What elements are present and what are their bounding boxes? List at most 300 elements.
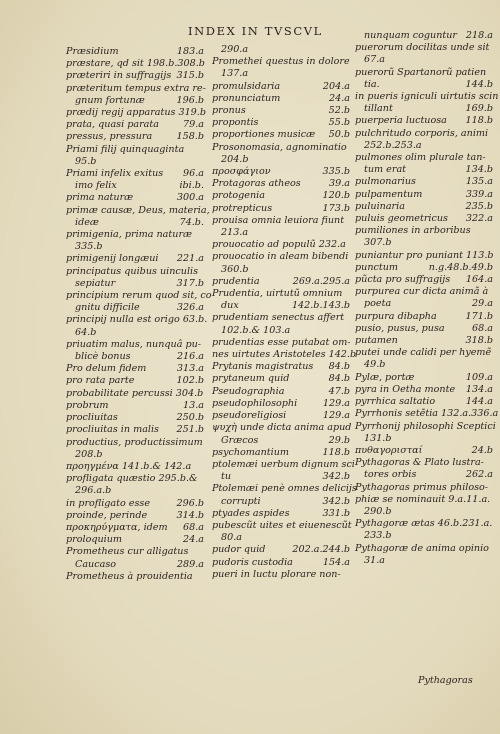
index-term: Promethei questus in dolore — [212, 56, 350, 68]
index-entry — [212, 300, 350, 312]
index-entry — [355, 103, 493, 115]
index-term: πυθαγορισταί — [355, 444, 423, 456]
index-term: procliuitas — [66, 412, 118, 424]
index-term: tu — [221, 471, 232, 483]
index-entry — [355, 237, 493, 249]
index-term: prudentias esse putabat om- — [212, 336, 351, 348]
index-term: Prudentia, uirtutũ omnium — [212, 288, 343, 300]
running-header: INDEX IN TVSCVL — [188, 24, 323, 38]
index-term: pulpamentum — [355, 188, 423, 200]
index-entry — [355, 164, 493, 176]
index-entry — [212, 190, 350, 202]
index-entry — [355, 79, 493, 91]
index-term: 290.a — [221, 44, 249, 55]
index-entry — [66, 375, 204, 387]
index-entry — [355, 128, 493, 140]
index-term: Pythagoræ de anima opinio — [355, 542, 489, 554]
index-entry — [212, 129, 350, 141]
index-term: Pythagoras & Plato lustra- — [355, 457, 484, 469]
index-page-ref: 164.a — [465, 274, 493, 286]
index-entry — [66, 534, 204, 546]
index-page-ref: 322.a — [465, 213, 493, 225]
index-entry — [355, 42, 493, 54]
index-entry — [355, 420, 496, 433]
index-entry — [212, 361, 350, 373]
index-entry — [66, 217, 204, 229]
index-page-ref: 135.a — [465, 176, 493, 188]
index-page-ref: 118.b — [322, 446, 350, 458]
index-term: puluinaria — [355, 200, 405, 212]
index-page-ref: 300.a — [176, 192, 204, 204]
index-entry — [355, 201, 493, 213]
index-term: principij nulla est origo 63.b. — [66, 314, 208, 326]
index-page-ref: 339.a — [465, 188, 493, 200]
index-term: Ptolemæi penè omnes delicijs — [212, 483, 357, 495]
index-entry — [212, 142, 350, 154]
index-entry — [212, 532, 350, 544]
index-page-ref: 39.a — [329, 178, 350, 190]
index-entry — [355, 311, 493, 323]
index-term: corrupti — [221, 495, 261, 507]
index-entry — [355, 152, 493, 164]
index-term: pulchritudo corporis, animi — [355, 127, 489, 139]
index-entry — [66, 180, 204, 192]
index-term: 204.b — [221, 153, 249, 165]
index-entry — [212, 93, 350, 105]
index-entry — [355, 140, 493, 152]
index-entry — [212, 458, 355, 471]
index-page-ref: 183.a — [176, 46, 204, 57]
index-entry — [355, 274, 493, 286]
index-term: phiæ se nominauit 9.a.11.a. — [355, 493, 491, 505]
index-entry — [66, 290, 212, 302]
index-term: προηγμένα 141.b.& 142.a — [66, 460, 192, 472]
index-term: promulsidaria — [212, 80, 281, 92]
index-page-ref: 29.b — [328, 434, 350, 446]
index-term: gnitu difficile — [75, 302, 140, 314]
index-term: pseudophilosophi — [212, 397, 298, 409]
index-page-ref: 13.a — [183, 399, 204, 411]
index-page-ref: 196.b — [176, 94, 204, 106]
index-term: præteriri in suffragijs — [66, 70, 172, 82]
index-term: puniantur pro puniant 113.b — [355, 249, 494, 261]
index-page-ref: 171.b — [465, 310, 493, 322]
index-page-ref: 331.b — [322, 507, 350, 519]
index-term: Pyrrhonij philosophi Sceptici — [355, 420, 496, 432]
index-term: pressus, pressura — [66, 131, 153, 143]
index-term: gnum fortunæ — [75, 94, 145, 106]
index-entry — [66, 363, 204, 375]
index-term: 95.b — [75, 155, 97, 167]
index-entry — [212, 544, 350, 556]
index-entry — [66, 144, 204, 156]
index-term: purpurea cur dicta animã à — [355, 286, 489, 298]
index-entry — [212, 56, 350, 68]
index-term: putamen — [355, 335, 398, 347]
index-entry — [212, 471, 350, 483]
index-entry — [212, 435, 350, 447]
index-page-ref: 313.a — [176, 363, 204, 375]
index-term: pyrrhica saltatio — [355, 396, 436, 408]
index-page-ref: 129.a — [322, 397, 350, 409]
index-term: 360.b — [221, 263, 249, 275]
index-entry — [66, 388, 204, 400]
index-page-ref: 50.b — [328, 129, 350, 141]
index-page-ref: 79.a — [183, 119, 204, 131]
index-term: pudoris custodia — [212, 556, 293, 568]
index-term: in pueris igniculi uirtutis scin — [355, 91, 499, 103]
index-entry — [66, 192, 204, 204]
index-entry — [212, 325, 350, 337]
index-term: pueri in luctu plorare non- — [212, 568, 341, 580]
index-entry — [355, 323, 493, 335]
index-page-ref: 102.b — [176, 375, 204, 387]
index-page-ref: 24.b — [471, 444, 493, 456]
index-term: 137.a — [221, 68, 249, 80]
index-entry — [66, 461, 204, 473]
index-term: Pythagoræ ætas 46.b.231.a. — [355, 518, 493, 530]
index-page-ref: 326.a — [176, 302, 204, 314]
index-entry — [355, 286, 493, 298]
index-term: tum erat — [364, 164, 407, 176]
index-entry — [212, 117, 350, 129]
index-entry — [212, 239, 350, 251]
index-entry — [355, 91, 499, 103]
index-term: prima naturæ — [66, 192, 134, 204]
index-entry — [355, 469, 493, 481]
index-entry — [66, 241, 204, 253]
index-column-middle — [212, 44, 357, 581]
index-entry — [212, 496, 350, 508]
index-entry — [355, 518, 493, 530]
index-entry — [66, 571, 204, 583]
index-term: principatus quibus uinculis — [66, 265, 199, 277]
index-term: Priami infelix exitus — [66, 168, 164, 180]
index-term: psychomantium — [212, 446, 290, 458]
index-entry — [355, 262, 493, 274]
index-term: nunquam coguntur — [364, 30, 457, 41]
index-entry — [66, 546, 204, 558]
index-term: puluis geometricus — [355, 213, 448, 225]
index-entry — [212, 483, 357, 495]
index-term: 335.b — [75, 241, 103, 253]
index-entry — [212, 520, 350, 532]
index-entry — [66, 253, 204, 265]
index-term: proloquium — [66, 534, 123, 546]
index-term: 252.b.253.a — [364, 139, 422, 151]
index-term: blicè bonus — [75, 351, 131, 363]
index-term: propontis — [212, 117, 259, 129]
index-entry — [355, 555, 493, 567]
index-term: præteritum tempus extra re- — [66, 82, 206, 94]
index-term: ideæ — [75, 216, 99, 228]
index-term: 64.b — [75, 326, 97, 338]
index-entry — [355, 67, 493, 79]
index-term: Prometheus cur alligatus — [66, 546, 189, 558]
index-entry — [355, 506, 493, 518]
index-entry — [66, 119, 204, 131]
index-term: tores orbis — [364, 469, 417, 481]
index-column-left — [66, 46, 212, 583]
index-term: προκηρύγματα, idem — [66, 521, 168, 533]
index-term: probrum — [66, 399, 109, 411]
index-term: Pro delum fidem — [66, 363, 147, 375]
index-page-ref: 296.b — [176, 497, 204, 509]
index-entry — [66, 412, 204, 424]
index-entry — [212, 349, 357, 361]
index-entry — [66, 278, 204, 290]
index-entry — [212, 386, 350, 398]
index-entry — [212, 410, 350, 422]
index-entry — [66, 351, 204, 363]
index-entry — [212, 81, 350, 93]
index-entry — [66, 437, 204, 449]
index-term: prouisa omnia leuiora fiunt — [212, 214, 345, 226]
index-page-ref: 204.a — [322, 80, 350, 92]
index-term: protrepticus — [212, 202, 273, 214]
index-page-ref: 335.b — [322, 166, 350, 178]
index-entry — [66, 107, 204, 119]
index-page-ref: 68.a — [472, 322, 493, 334]
index-term: prouocatio ad populũ 232.a — [212, 239, 346, 251]
index-term: primigenij longæui — [66, 253, 159, 265]
index-entry — [355, 372, 493, 384]
index-entry — [212, 166, 350, 178]
index-term: dux — [221, 300, 239, 312]
index-term: puerorum docilitas unde sit — [355, 42, 490, 54]
index-entry — [212, 337, 350, 349]
index-entry — [355, 30, 493, 42]
index-term: pulmonarius — [355, 176, 416, 188]
index-page-ref: 319.b — [178, 107, 206, 119]
index-page-ref: 134.b — [465, 164, 493, 176]
index-term: Prosonomasia, agnominatio — [212, 141, 347, 153]
index-term: Prytanis magistratus — [212, 361, 314, 373]
index-page-ref: 173.b — [322, 202, 350, 214]
index-term: prytaneum quid — [212, 373, 290, 385]
index-page-ref: 216.a — [176, 351, 204, 363]
index-term: 208.b — [75, 448, 103, 460]
index-term: 102.b.& 103.a — [221, 324, 291, 336]
index-term: Pylæ, portæ — [355, 371, 415, 383]
index-page-ref: 142.b.143.b — [291, 300, 350, 312]
index-entry — [212, 154, 350, 166]
index-term: principium rerum quod sit, co — [66, 290, 212, 302]
index-term: procliuitas in malis — [66, 424, 159, 436]
index-term: Caucaso — [75, 558, 117, 570]
index-entry — [355, 396, 493, 408]
index-term: primæ causæ, Deus, materia, — [66, 204, 210, 216]
index-entry — [355, 213, 493, 225]
index-entry — [212, 569, 350, 581]
index-term: pro rata parte — [66, 375, 135, 387]
index-page-ref: 315.b — [176, 70, 204, 82]
index-entry — [212, 276, 350, 288]
index-entry — [66, 314, 208, 326]
index-term: 290.b — [364, 505, 392, 517]
index-entry — [66, 131, 204, 143]
index-page-ref: 154.a — [322, 556, 350, 568]
index-page-ref: 169.b — [465, 103, 493, 115]
index-entry — [212, 288, 350, 300]
index-term: tillant — [364, 103, 393, 115]
index-page-ref: 262.a — [465, 469, 493, 481]
index-term: pudor quid — [212, 544, 266, 556]
index-entry — [212, 251, 350, 263]
index-entry — [355, 543, 493, 555]
index-term: primigenia, prima naturæ — [66, 229, 193, 241]
index-term: 213.a — [221, 227, 249, 239]
index-term: puerorũ Spartanorũ patien — [355, 66, 487, 78]
index-page-ref: 52.b — [328, 105, 350, 117]
index-entry — [355, 457, 493, 469]
index-entry — [355, 359, 493, 371]
index-entry — [66, 58, 204, 70]
index-term: pusio, pusus, pusa — [355, 322, 445, 334]
index-page-ref: n.g.48.b.49.b — [428, 261, 493, 273]
index-page-ref: 24.a — [329, 92, 350, 104]
index-term: prudentia — [212, 275, 260, 287]
index-page-ref: 251.b — [176, 424, 204, 436]
index-term: προσφάγιον — [212, 166, 271, 178]
index-term: proinde, perinde — [66, 509, 148, 521]
index-entry — [66, 473, 204, 485]
index-page-ref: 96.a — [183, 168, 204, 180]
index-term: puerperia luctuosa — [355, 115, 447, 127]
index-entry — [66, 498, 204, 510]
index-term: pubescũt uites et eiuenescũt — [212, 519, 352, 531]
index-term: Præsidium — [66, 46, 119, 57]
index-page-ref: 129.a — [322, 410, 350, 422]
index-entry — [355, 335, 493, 347]
index-page-ref: 342.b — [322, 471, 350, 483]
index-entry — [212, 68, 350, 80]
index-entry — [66, 229, 204, 241]
index-term: tia. — [364, 78, 380, 90]
index-term: nes uirtutes Aristoteles 142.b — [212, 349, 357, 361]
index-entry — [66, 327, 204, 339]
index-page-ref: 317.b — [176, 277, 204, 289]
index-entry — [66, 302, 204, 314]
index-entry — [212, 312, 350, 324]
index-entry — [355, 298, 493, 310]
index-term: Pseudographia — [212, 385, 285, 397]
index-term: imo felix — [75, 180, 117, 192]
index-entry — [355, 189, 493, 201]
index-term: Priami filij quinquaginta — [66, 143, 185, 155]
index-term: pũcta pro suffragijs — [355, 274, 451, 286]
index-term: ptyades aspides — [212, 507, 290, 519]
index-page-ref: 109.a — [465, 371, 493, 383]
index-page-ref: 235.b — [465, 200, 493, 212]
index-entry — [66, 46, 204, 58]
index-term: 307.b — [364, 237, 392, 249]
index-entry — [212, 264, 350, 276]
index-term: pyra in Oetha monte — [355, 383, 456, 395]
index-term: probabilitate percussi 304.b — [66, 387, 204, 399]
index-term: 67.a — [364, 54, 385, 66]
index-term: præstare, qd sit 198.b.308.b — [66, 58, 205, 70]
index-term: purpura dibapha — [355, 310, 437, 322]
index-entry — [66, 95, 204, 107]
index-term: punctum — [355, 261, 399, 273]
index-page-ref: ibi.b. — [179, 180, 204, 192]
index-entry — [66, 70, 204, 82]
index-term: priuatim malus, nunquâ pu- — [66, 338, 202, 350]
index-entry — [66, 424, 204, 436]
index-term: prata, quasi parata — [66, 119, 159, 131]
index-entry — [212, 373, 350, 385]
index-entry — [355, 384, 493, 396]
catchword: Pythagoras — [418, 675, 473, 686]
index-entry — [66, 485, 204, 497]
index-entry — [212, 557, 350, 569]
index-term: 233.b — [364, 530, 392, 542]
index-entry — [355, 433, 493, 445]
index-entry — [355, 176, 493, 188]
index-term: ψυχὴ unde dicta anima apud — [212, 422, 352, 434]
index-page-ref: 342.b — [322, 495, 350, 507]
index-entry — [66, 266, 204, 278]
index-term: protogenia — [212, 190, 265, 202]
index-term: pseudoreligiosi — [212, 410, 287, 422]
index-page-ref: 158.b — [176, 131, 204, 143]
index-page-ref: 84.b — [328, 373, 350, 385]
index-entry — [212, 227, 350, 239]
index-term: Pyrrhonis setẽtia 132.a.336.a — [355, 408, 499, 420]
index-entry — [212, 447, 350, 459]
index-page-ref: 29.a — [472, 298, 493, 310]
index-entry — [212, 398, 350, 410]
index-term: pulmones olim plurale tan- — [355, 152, 486, 164]
index-page-ref: 84.b — [328, 361, 350, 373]
index-entry — [355, 494, 493, 506]
index-term: 296.a.b — [75, 485, 112, 497]
index-entry — [66, 83, 204, 95]
index-entry — [355, 225, 493, 237]
index-page-ref: 24.a — [183, 534, 204, 546]
index-term: in profligato esse — [66, 497, 151, 509]
index-term: Protagoras atheos — [212, 178, 301, 190]
index-page-ref: 68.a — [183, 521, 204, 533]
index-term: 131.b — [364, 432, 392, 444]
index-entry — [66, 400, 204, 412]
index-entry — [66, 522, 204, 534]
index-page-ref: 144.a — [465, 396, 493, 408]
index-term: 49.b — [364, 359, 386, 371]
index-entry — [355, 408, 499, 420]
index-entry — [212, 178, 350, 190]
index-entry — [212, 215, 350, 227]
index-entry — [66, 559, 204, 571]
index-entry — [66, 339, 204, 351]
index-entry — [355, 115, 493, 127]
index-page-ref: 269.a.295.a — [292, 275, 350, 287]
index-entry — [212, 44, 350, 56]
index-entry — [355, 530, 493, 542]
index-entry — [355, 445, 493, 457]
index-term: poeta — [364, 298, 392, 310]
index-term: 31.a — [364, 554, 385, 566]
index-page-ref: 318.b — [465, 335, 493, 347]
index-page-ref: 118.b — [465, 115, 493, 127]
index-term: pronunciatum — [212, 92, 281, 104]
index-term: prouocatio in aleam bibendi — [212, 251, 349, 263]
index-page-ref: 74.b. — [179, 216, 204, 228]
index-term: putei unde calidi per hyemẽ — [355, 347, 492, 359]
index-term: Græcos — [221, 434, 259, 446]
index-page-ref: 250.b — [176, 412, 204, 424]
